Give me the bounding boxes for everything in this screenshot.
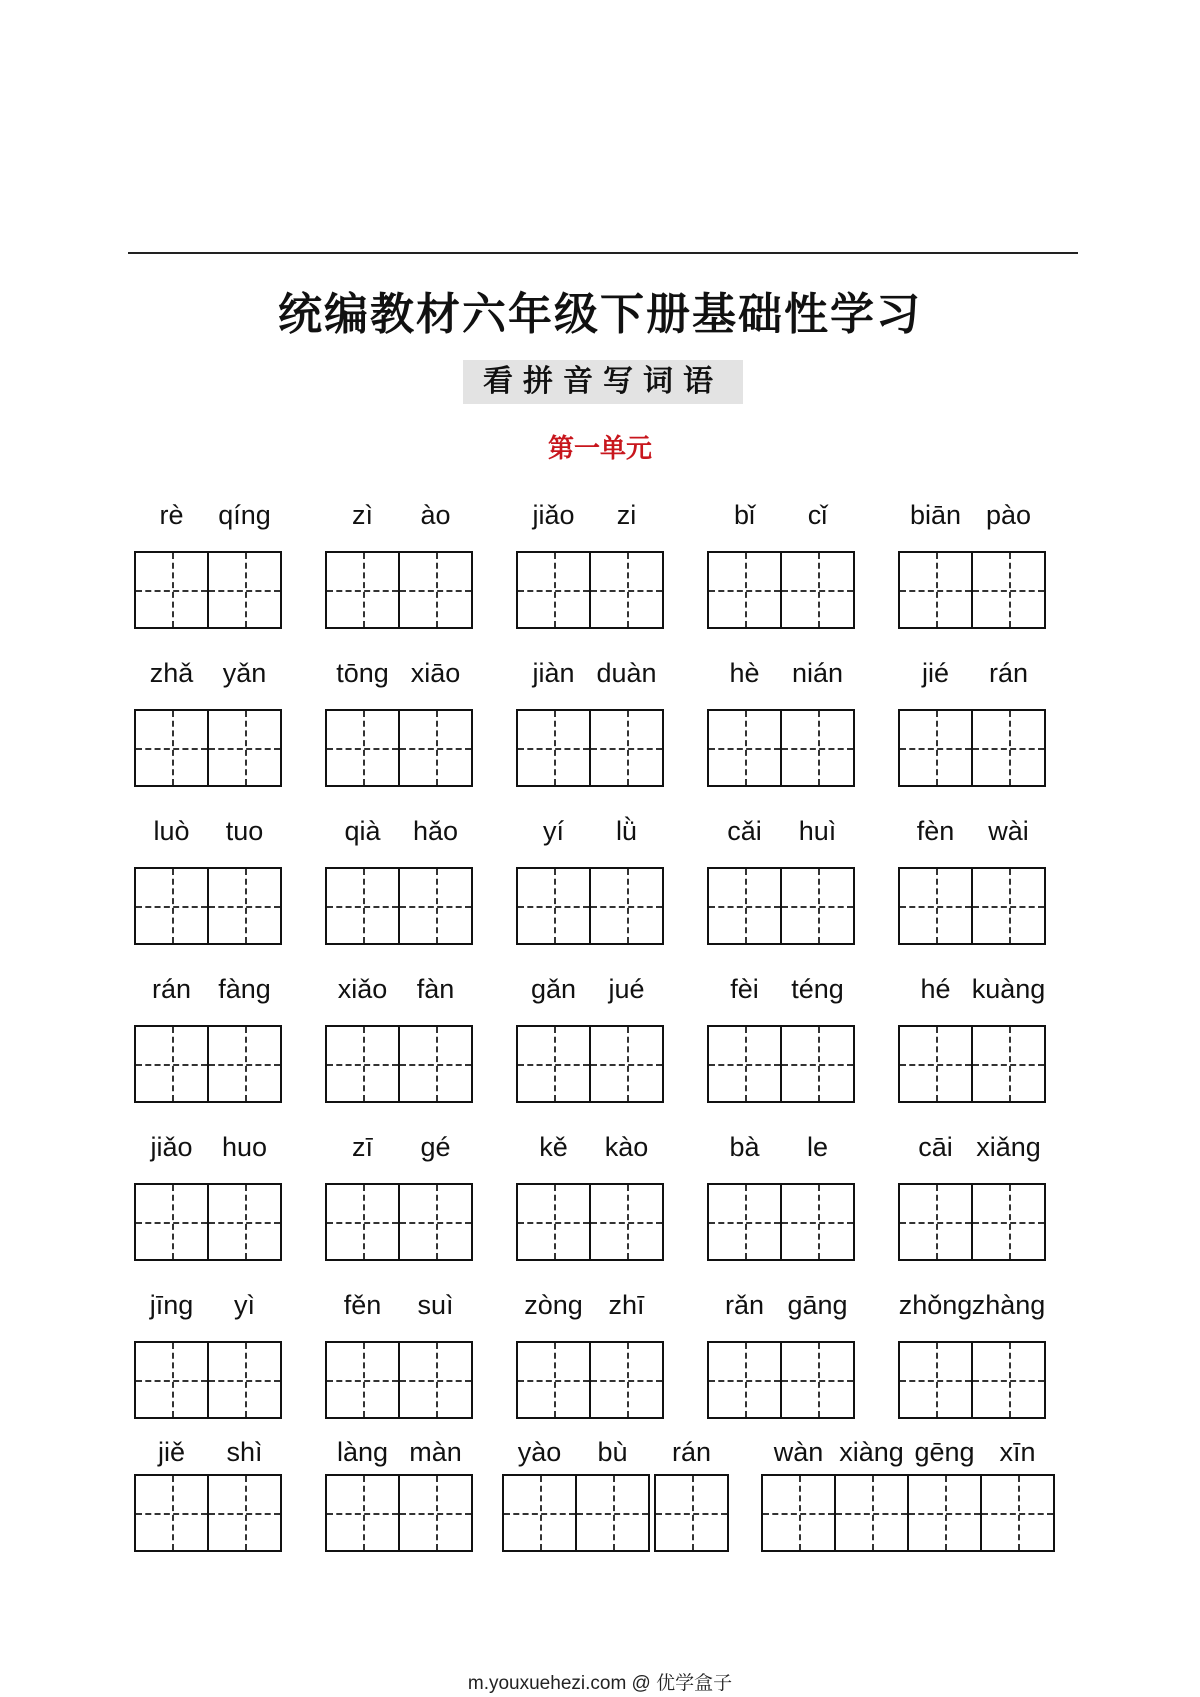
pinyin-syllable: kào	[604, 1132, 649, 1162]
tian-zi-cell[interactable]	[398, 553, 471, 627]
tian-zi-cell[interactable]	[900, 1185, 971, 1259]
tian-zi-cell[interactable]	[398, 1343, 471, 1417]
pinyin-syllable: zi	[616, 500, 637, 530]
tian-zi-cell[interactable]	[709, 711, 780, 785]
pinyin-syllable: zhǎ	[149, 658, 194, 688]
pinyin-syllable: yào	[517, 1437, 562, 1467]
tian-zi-cell[interactable]	[589, 1343, 662, 1417]
tian-zi-cell[interactable]	[709, 553, 780, 627]
tian-zi-cell[interactable]	[900, 869, 971, 943]
writing-box[interactable]	[516, 867, 664, 945]
tian-zi-cell[interactable]	[518, 869, 589, 943]
tian-zi-cell[interactable]	[136, 1185, 207, 1259]
tian-zi-cell[interactable]	[900, 553, 971, 627]
cell-guide-horizontal	[209, 906, 280, 908]
writing-box[interactable]	[516, 1183, 664, 1261]
writing-box[interactable]	[516, 1025, 664, 1103]
tian-zi-cell[interactable]	[971, 1185, 1044, 1259]
tian-zi-cell[interactable]	[207, 1185, 280, 1259]
writing-box[interactable]	[707, 867, 855, 945]
cell-guide-horizontal	[400, 1513, 471, 1515]
tian-zi-cell[interactable]	[980, 1476, 1053, 1550]
tian-zi-cell[interactable]	[834, 1476, 907, 1550]
tian-zi-cell[interactable]	[971, 1027, 1044, 1101]
tian-zi-cell[interactable]	[518, 1343, 589, 1417]
cell-guide-horizontal	[900, 906, 971, 908]
pinyin-syllable: màn	[409, 1437, 462, 1467]
cell-guide-horizontal	[136, 748, 207, 750]
page-title: 统编教材六年级下册基础性学习	[278, 289, 922, 340]
tian-zi-cell[interactable]	[900, 711, 971, 785]
cell-guide-horizontal	[136, 1380, 207, 1382]
tian-zi-cell[interactable]	[780, 711, 853, 785]
cell-guide-horizontal	[973, 1064, 1044, 1066]
cell-guide-horizontal	[136, 1513, 207, 1515]
cell-guide-horizontal	[400, 906, 471, 908]
writing-box[interactable]	[134, 551, 282, 629]
cell-guide-horizontal	[982, 1513, 1053, 1515]
pinyin-syllable: fèn	[916, 816, 955, 846]
tian-zi-cell[interactable]	[504, 1476, 575, 1550]
tian-zi-cell[interactable]	[207, 1476, 280, 1550]
pinyin-syllable: zhī	[608, 1290, 645, 1320]
cell-guide-horizontal	[973, 906, 1044, 908]
cell-guide-horizontal	[973, 1222, 1044, 1224]
pinyin-syllable: rè	[159, 500, 184, 530]
writing-box[interactable]	[707, 1183, 855, 1261]
tian-zi-cell[interactable]	[780, 1185, 853, 1259]
tian-zi-cell[interactable]	[207, 1343, 280, 1417]
cell-guide-horizontal	[518, 590, 589, 592]
pinyin-syllable: xīn	[999, 1437, 1036, 1467]
cell-guide-horizontal	[591, 590, 662, 592]
writing-box[interactable]	[325, 1183, 473, 1261]
top-divider	[128, 252, 1078, 254]
tian-zi-cell[interactable]	[709, 869, 780, 943]
pinyin-syllable: zī	[351, 1132, 374, 1162]
pinyin-syllable: huo	[221, 1132, 268, 1162]
pinyin-syllable: hé	[920, 974, 951, 1004]
writing-box[interactable]	[134, 867, 282, 945]
cell-guide-horizontal	[209, 1064, 280, 1066]
cell-guide-horizontal	[900, 590, 971, 592]
pinyin-syllable: yǎn	[222, 658, 267, 688]
pinyin-syllable: gēng	[914, 1437, 975, 1467]
writing-box[interactable]	[325, 709, 473, 787]
writing-box[interactable]	[516, 551, 664, 629]
pinyin-syllable: biān	[909, 500, 962, 530]
cell-guide-horizontal	[136, 1064, 207, 1066]
tian-zi-cell[interactable]	[780, 869, 853, 943]
cell-guide-horizontal	[591, 1222, 662, 1224]
cell-guide-horizontal	[400, 1064, 471, 1066]
cell-guide-horizontal	[782, 1222, 853, 1224]
tian-zi-cell[interactable]	[518, 553, 589, 627]
writing-box[interactable]	[516, 709, 664, 787]
pinyin-syllable: huì	[798, 816, 837, 846]
writing-box[interactable]	[134, 1341, 282, 1419]
pinyin-syllable: xiāo	[410, 658, 461, 688]
cell-guide-horizontal	[782, 906, 853, 908]
pinyin-syllable: hè	[729, 658, 760, 688]
tian-zi-cell[interactable]	[327, 711, 398, 785]
pinyin-syllable: luò	[153, 816, 190, 846]
tian-zi-cell[interactable]	[900, 1343, 971, 1417]
pinyin-syllable: jiǎo	[150, 1132, 193, 1162]
tian-zi-cell[interactable]	[398, 1185, 471, 1259]
tian-zi-cell[interactable]	[518, 1185, 589, 1259]
pinyin-syllable: kě	[539, 1132, 568, 1162]
cell-guide-horizontal	[518, 1064, 589, 1066]
pinyin-syllable: cǐ	[807, 500, 828, 530]
pinyin-syllable: zhàng	[971, 1290, 1046, 1320]
pinyin-syllable: xiǎo	[337, 974, 388, 1004]
writing-box[interactable]	[516, 1341, 664, 1419]
writing-box[interactable]	[325, 551, 473, 629]
writing-box[interactable]	[707, 709, 855, 787]
pinyin-syllable: jié	[921, 658, 950, 688]
tian-zi-cell[interactable]	[589, 711, 662, 785]
writing-box[interactable]	[707, 1341, 855, 1419]
tian-zi-cell[interactable]	[327, 1185, 398, 1259]
pinyin-syllable: tuo	[225, 816, 264, 846]
tian-zi-cell[interactable]	[518, 711, 589, 785]
pinyin-syllable: wài	[988, 816, 1029, 846]
cell-guide-horizontal	[209, 590, 280, 592]
cell-guide-horizontal	[763, 1513, 834, 1515]
cell-guide-horizontal	[973, 590, 1044, 592]
cell-guide-horizontal	[400, 590, 471, 592]
tian-zi-cell[interactable]	[900, 1027, 971, 1101]
cell-guide-horizontal	[518, 1222, 589, 1224]
cell-guide-horizontal	[782, 748, 853, 750]
tian-zi-cell[interactable]	[136, 1027, 207, 1101]
pinyin-syllable: cǎi	[727, 816, 762, 846]
pinyin-syllable: fàng	[218, 974, 271, 1004]
pinyin-syllable: gāng	[787, 1290, 848, 1320]
cell-guide-horizontal	[709, 1380, 780, 1382]
cell-guide-horizontal	[327, 1380, 398, 1382]
cell-guide-horizontal	[591, 906, 662, 908]
pinyin-syllable: qià	[344, 816, 381, 846]
pinyin-syllable: yí	[542, 816, 565, 846]
tian-zi-cell[interactable]	[780, 553, 853, 627]
tian-zi-cell[interactable]	[327, 1476, 398, 1550]
cell-guide-horizontal	[504, 1513, 575, 1515]
cell-guide-horizontal	[327, 906, 398, 908]
cell-guide-horizontal	[400, 1380, 471, 1382]
cell-guide-horizontal	[136, 906, 207, 908]
pinyin-syllable: shì	[226, 1437, 263, 1467]
pinyin-syllable: lǜ	[615, 816, 638, 846]
tian-zi-cell[interactable]	[780, 1343, 853, 1417]
cell-guide-horizontal	[136, 590, 207, 592]
writing-box[interactable]	[898, 1341, 1046, 1419]
tian-zi-cell[interactable]	[398, 1027, 471, 1101]
tian-zi-cell[interactable]	[971, 711, 1044, 785]
pinyin-syllable: nián	[791, 658, 844, 688]
writing-box[interactable]	[325, 867, 473, 945]
tian-zi-cell[interactable]	[327, 1027, 398, 1101]
unit-heading: 第一单元	[547, 434, 652, 464]
pinyin-syllable: gǎn	[530, 974, 577, 1004]
writing-box[interactable]	[898, 1183, 1046, 1261]
writing-box[interactable]	[134, 1025, 282, 1103]
tian-zi-cell[interactable]	[709, 1343, 780, 1417]
writing-box[interactable]	[761, 1474, 1055, 1552]
pinyin-syllable: téng	[791, 974, 844, 1004]
tian-zi-cell[interactable]	[398, 711, 471, 785]
tian-zi-cell[interactable]	[327, 869, 398, 943]
cell-guide-horizontal	[900, 748, 971, 750]
cell-guide-horizontal	[591, 748, 662, 750]
writing-box[interactable]	[898, 709, 1046, 787]
cell-guide-horizontal	[909, 1513, 980, 1515]
cell-guide-horizontal	[577, 1513, 648, 1515]
pinyin-syllable: làng	[336, 1437, 389, 1467]
writing-box[interactable]	[707, 551, 855, 629]
writing-box[interactable]	[325, 1341, 473, 1419]
cell-guide-horizontal	[709, 590, 780, 592]
tian-zi-cell[interactable]	[907, 1476, 980, 1550]
pinyin-syllable: bǐ	[733, 500, 756, 530]
pinyin-syllable: jiǎo	[532, 500, 575, 530]
pinyin-syllable: tōng	[336, 658, 389, 688]
writing-box[interactable]	[898, 867, 1046, 945]
pinyin-syllable: rǎn	[724, 1290, 765, 1320]
cell-guide-horizontal	[900, 1380, 971, 1382]
pinyin-syllable: xiàng	[839, 1437, 904, 1467]
tian-zi-cell[interactable]	[971, 869, 1044, 943]
tian-zi-cell[interactable]	[709, 1027, 780, 1101]
tian-zi-cell[interactable]	[709, 1185, 780, 1259]
writing-box[interactable]	[898, 1025, 1046, 1103]
writing-box[interactable]	[898, 551, 1046, 629]
tian-zi-cell[interactable]	[136, 869, 207, 943]
cell-guide-horizontal	[656, 1513, 727, 1515]
pinyin-syllable: rán	[671, 1437, 712, 1467]
writing-box[interactable]	[325, 1025, 473, 1103]
cell-guide-horizontal	[136, 1222, 207, 1224]
pinyin-syllable: suì	[417, 1290, 454, 1320]
tian-zi-cell[interactable]	[398, 1476, 471, 1550]
cell-guide-horizontal	[327, 1513, 398, 1515]
pinyin-syllable: le	[806, 1132, 829, 1162]
cell-guide-horizontal	[782, 590, 853, 592]
cell-guide-horizontal	[518, 1380, 589, 1382]
pinyin-syllable: xiǎng	[976, 1132, 1041, 1162]
pinyin-syllable: duàn	[596, 658, 657, 688]
cell-guide-horizontal	[327, 748, 398, 750]
tian-zi-cell[interactable]	[780, 1027, 853, 1101]
cell-guide-horizontal	[709, 1222, 780, 1224]
pinyin-syllable: gé	[420, 1132, 451, 1162]
cell-guide-horizontal	[709, 748, 780, 750]
cell-guide-horizontal	[327, 590, 398, 592]
pinyin-syllable: rán	[988, 658, 1029, 688]
pinyin-syllable: rán	[151, 974, 192, 1004]
pinyin-syllable: fèi	[730, 974, 759, 1004]
tian-zi-cell[interactable]	[518, 1027, 589, 1101]
writing-box[interactable]	[325, 1474, 473, 1552]
tian-zi-cell[interactable]	[207, 553, 280, 627]
cell-guide-horizontal	[709, 906, 780, 908]
pinyin-syllable: fěn	[343, 1290, 382, 1320]
tian-zi-cell[interactable]	[589, 869, 662, 943]
pinyin-syllable: zhǒng	[898, 1290, 973, 1320]
tian-zi-cell[interactable]	[207, 711, 280, 785]
section-subtitle: 看拼音写词语	[463, 360, 743, 404]
tian-zi-cell[interactable]	[575, 1476, 648, 1550]
pinyin-syllable: cāi	[918, 1132, 953, 1162]
cell-guide-horizontal	[400, 1222, 471, 1224]
cell-guide-horizontal	[209, 1513, 280, 1515]
pinyin-syllable: kuàng	[971, 974, 1046, 1004]
cell-guide-horizontal	[836, 1513, 907, 1515]
tian-zi-cell[interactable]	[589, 1185, 662, 1259]
tian-zi-cell[interactable]	[136, 1343, 207, 1417]
pinyin-syllable: zòng	[524, 1290, 583, 1320]
tian-zi-cell[interactable]	[589, 1027, 662, 1101]
writing-box[interactable]	[654, 1474, 729, 1552]
writing-box[interactable]	[134, 1474, 282, 1552]
cell-guide-horizontal	[782, 1064, 853, 1066]
tian-zi-cell[interactable]	[398, 869, 471, 943]
tian-zi-cell[interactable]	[207, 869, 280, 943]
pinyin-syllable: jiàn	[532, 658, 575, 688]
cell-guide-horizontal	[709, 1064, 780, 1066]
tian-zi-cell[interactable]	[207, 1027, 280, 1101]
tian-zi-cell[interactable]	[327, 1343, 398, 1417]
tian-zi-cell[interactable]	[763, 1476, 834, 1550]
cell-guide-horizontal	[327, 1064, 398, 1066]
pinyin-syllable: pào	[985, 500, 1032, 530]
tian-zi-cell[interactable]	[589, 553, 662, 627]
cell-guide-horizontal	[782, 1380, 853, 1382]
cell-guide-horizontal	[518, 748, 589, 750]
tian-zi-cell[interactable]	[971, 1343, 1044, 1417]
tian-zi-cell[interactable]	[971, 553, 1044, 627]
tian-zi-cell[interactable]	[136, 711, 207, 785]
cell-guide-horizontal	[209, 1222, 280, 1224]
writing-box[interactable]	[707, 1025, 855, 1103]
pinyin-syllable: wàn	[773, 1437, 824, 1467]
cell-guide-horizontal	[209, 1380, 280, 1382]
writing-box[interactable]	[134, 1183, 282, 1261]
pinyin-syllable: ào	[420, 500, 451, 530]
pinyin-syllable: jiě	[157, 1437, 186, 1467]
pinyin-syllable: bà	[729, 1132, 760, 1162]
cell-guide-horizontal	[591, 1380, 662, 1382]
cell-guide-horizontal	[209, 748, 280, 750]
tian-zi-cell[interactable]	[136, 1476, 207, 1550]
cell-guide-horizontal	[973, 1380, 1044, 1382]
writing-box[interactable]	[502, 1474, 650, 1552]
cell-guide-horizontal	[400, 748, 471, 750]
tian-zi-cell[interactable]	[327, 553, 398, 627]
pinyin-syllable: jué	[608, 974, 645, 1004]
tian-zi-cell[interactable]	[136, 553, 207, 627]
writing-box[interactable]	[134, 709, 282, 787]
pinyin-syllable: yì	[233, 1290, 256, 1320]
cell-guide-horizontal	[973, 748, 1044, 750]
pinyin-syllable: fàn	[416, 974, 455, 1004]
cell-guide-horizontal	[900, 1222, 971, 1224]
pinyin-syllable: bù	[597, 1437, 628, 1467]
pinyin-syllable: jīng	[149, 1290, 194, 1320]
cell-guide-horizontal	[327, 1222, 398, 1224]
cell-guide-horizontal	[518, 906, 589, 908]
footer-source: m.youxuehezi.com @ 优学盒子	[467, 1673, 733, 1694]
cell-guide-horizontal	[591, 1064, 662, 1066]
pinyin-syllable: qíng	[218, 500, 271, 530]
pinyin-syllable: hǎo	[412, 816, 459, 846]
pinyin-syllable: zì	[351, 500, 374, 530]
tian-zi-cell[interactable]	[656, 1476, 727, 1550]
cell-guide-horizontal	[900, 1064, 971, 1066]
